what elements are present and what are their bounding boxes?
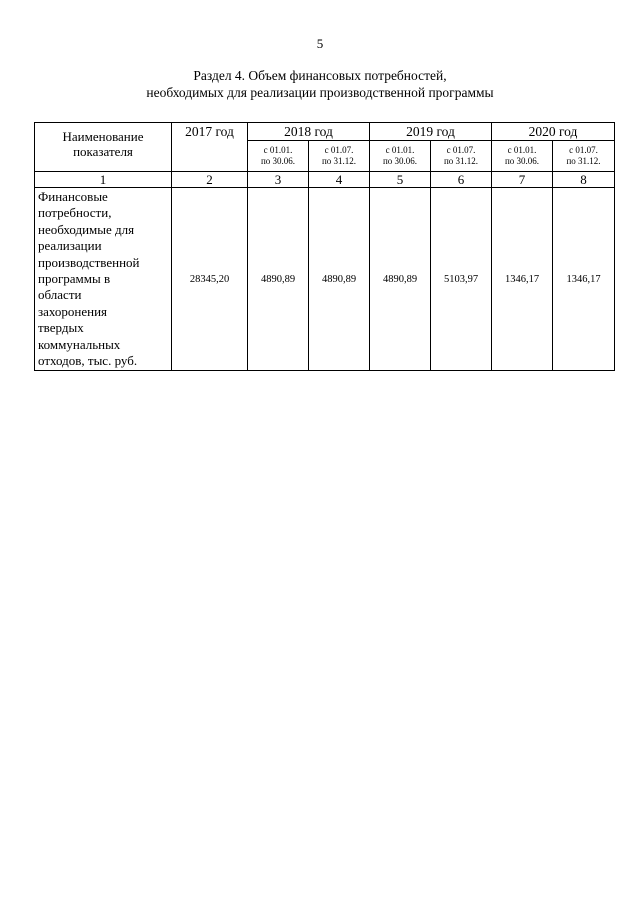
financial-needs-table bbox=[34, 122, 615, 371]
header-year-2018: 2018 год bbox=[248, 123, 370, 141]
header-year-2019: 2019 год bbox=[370, 123, 492, 141]
section-title bbox=[0, 67, 640, 101]
value-2019-h1: 4890,89 bbox=[370, 188, 431, 371]
row-label-line: отходов, тыс. руб. bbox=[38, 353, 138, 369]
row-label-line: коммунальных bbox=[38, 336, 121, 352]
period-to: по 31.12. bbox=[321, 156, 357, 166]
column-number-3: 3 bbox=[248, 172, 309, 188]
header-row-years bbox=[35, 123, 615, 141]
period-from: с 01.01. bbox=[263, 145, 293, 155]
value-2020-h2: 1346,17 bbox=[553, 188, 615, 371]
header-period-2019-h1 bbox=[370, 141, 431, 172]
period-from: с 01.07. bbox=[569, 145, 598, 155]
row-label-line: производственной bbox=[38, 254, 140, 270]
period-to: по 31.12. bbox=[566, 156, 601, 166]
row-label-financial-needs bbox=[35, 188, 172, 371]
column-number-8: 8 bbox=[553, 172, 615, 188]
header-period-2020-h2 bbox=[553, 141, 615, 172]
period-to: по 31.12. bbox=[443, 156, 479, 166]
section-title-line-2: необходимых для реализации производственной программы bbox=[146, 85, 494, 100]
period-to: по 30.06. bbox=[382, 156, 418, 166]
period-to: по 30.06. bbox=[504, 156, 540, 166]
period-from: с 01.07. bbox=[446, 145, 476, 155]
value-2018-h2: 4890,89 bbox=[309, 188, 370, 371]
value-2020-h1: 1346,17 bbox=[492, 188, 553, 371]
row-label-line: захоронения bbox=[38, 303, 108, 319]
header-year-2017: 2017 год bbox=[172, 123, 248, 172]
row-label-line: необходимые для bbox=[38, 221, 135, 237]
period-from: с 01.01. bbox=[385, 145, 415, 155]
row-label-line: области bbox=[38, 287, 82, 303]
section-title-line-1: Раздел 4. Объем финансовых потребностей, bbox=[193, 68, 447, 83]
header-indicator-name bbox=[35, 123, 172, 172]
column-number-4: 4 bbox=[309, 172, 370, 188]
column-number-5: 5 bbox=[370, 172, 431, 188]
row-label-line: программы в bbox=[38, 271, 111, 287]
header-indicator-name-line-1: Наименование bbox=[62, 129, 144, 144]
header-period-2018-h2 bbox=[309, 141, 370, 172]
value-2019-h2: 5103,97 bbox=[431, 188, 492, 371]
column-number-7: 7 bbox=[492, 172, 553, 188]
column-number-2: 2 bbox=[172, 172, 248, 188]
header-row-column-numbers bbox=[35, 172, 615, 188]
header-year-2020: 2020 год bbox=[492, 123, 615, 141]
row-label-line: твердых bbox=[38, 320, 84, 336]
row-label-line: потребности, bbox=[38, 205, 112, 221]
column-number-1: 1 bbox=[35, 172, 172, 188]
period-from: с 01.07. bbox=[324, 145, 354, 155]
row-label-line: Финансовые bbox=[38, 189, 108, 204]
page-number: 5 bbox=[316, 36, 324, 51]
value-2017: 28345,20 bbox=[172, 188, 248, 371]
period-to: по 30.06. bbox=[260, 156, 296, 166]
header-period-2020-h1 bbox=[492, 141, 553, 172]
value-2018-h1: 4890,89 bbox=[248, 188, 309, 371]
column-number-6: 6 bbox=[431, 172, 492, 188]
period-from: с 01.01. bbox=[507, 145, 537, 155]
row-label-line: реализации bbox=[38, 238, 102, 254]
header-period-2019-h2 bbox=[431, 141, 492, 172]
table-row bbox=[35, 188, 615, 371]
header-indicator-name-line-2: показателя bbox=[73, 144, 133, 159]
header-period-2018-h1 bbox=[248, 141, 309, 172]
